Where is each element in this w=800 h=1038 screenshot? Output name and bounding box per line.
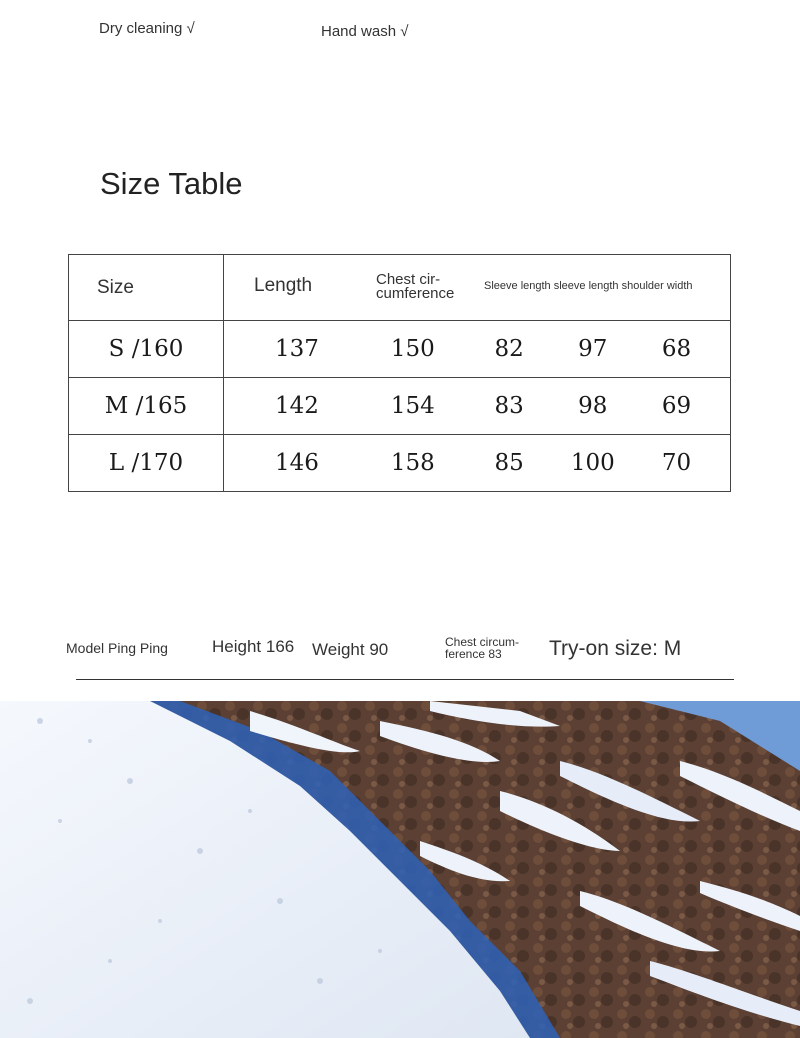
care-hand-wash: Hand wash √ (321, 23, 409, 40)
snowy-mountain-photo (0, 701, 800, 1038)
model-chest (445, 636, 535, 660)
size-label: L (108, 450, 125, 476)
measurements-cell (224, 378, 731, 435)
model-chest-line2: ference 83 (445, 647, 502, 661)
sleeve-value-2: 97 (578, 336, 608, 362)
chest-value: 154 (390, 393, 435, 419)
header-size: Size (69, 255, 224, 321)
size-cell (69, 378, 224, 435)
divider-line (76, 679, 734, 680)
model-try-on-size: Try-on size: M (549, 637, 682, 660)
measurements-cell (224, 435, 731, 492)
size-label: S (108, 336, 125, 362)
shoulder-value: 69 (661, 393, 692, 419)
shoulder-value: 70 (661, 450, 692, 476)
size-table (68, 254, 731, 492)
model-weight: Weight 90 (312, 640, 389, 659)
chest-value: 158 (390, 450, 435, 476)
size-height: /165 (135, 393, 188, 419)
length-value: 146 (275, 450, 319, 476)
table-row (69, 378, 731, 435)
sleeve-value-2: 98 (578, 393, 608, 419)
size-cell (69, 435, 224, 492)
header-measurements (224, 255, 731, 321)
shoulder-value: 68 (661, 336, 692, 362)
header-sleeve-shoulder: Sleeve length sleeve length shoulder width (484, 280, 693, 292)
model-chest-line1: Chest circum- (445, 635, 520, 649)
sleeve-value: 83 (494, 393, 524, 419)
length-value: 142 (275, 393, 319, 419)
header-chest (376, 273, 476, 301)
table-row (69, 435, 731, 492)
sleeve-value: 82 (494, 336, 524, 362)
header-chest-line1: Chest cir- (376, 271, 441, 288)
table-row (69, 321, 731, 378)
size-table-header (69, 255, 731, 321)
care-dry-cleaning: Dry cleaning √ (99, 20, 195, 37)
size-height: /170 (131, 450, 184, 476)
model-name: Model Ping Ping (66, 640, 168, 656)
sleeve-value-2: 100 (570, 450, 615, 476)
length-value: 137 (275, 336, 319, 362)
header-length: Length (254, 275, 313, 296)
size-table-title: Size Table (100, 166, 243, 201)
chest-value: 150 (390, 336, 435, 362)
measurements-cell (224, 321, 731, 378)
sleeve-value: 85 (494, 450, 524, 476)
size-label: M (104, 393, 129, 419)
size-cell (69, 321, 224, 378)
size-height: /160 (131, 336, 184, 362)
header-chest-line2: cumference (376, 285, 455, 302)
model-height: Height 166 (212, 637, 295, 656)
